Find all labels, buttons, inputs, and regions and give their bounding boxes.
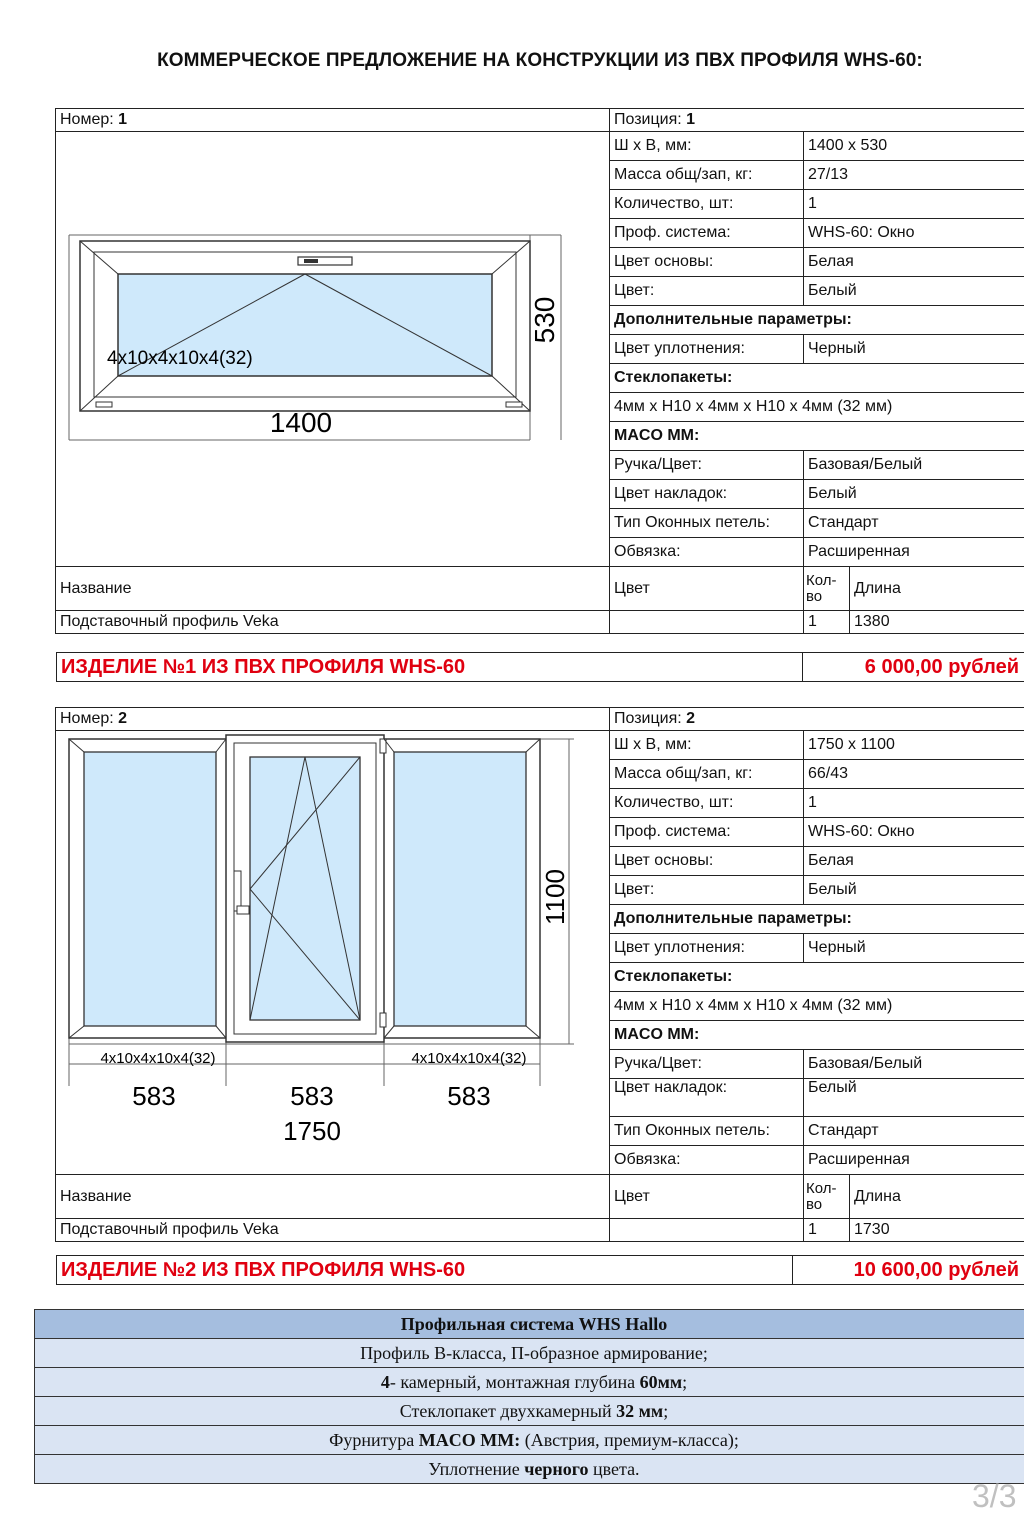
col-color-header: Цвет xyxy=(610,567,804,611)
product-1-price-bar xyxy=(56,652,1024,682)
mass-value: 66/43 xyxy=(804,760,1024,789)
maco-heading: MACO MM: xyxy=(610,1021,1024,1050)
price-value: 10 600,00 рублей xyxy=(853,1259,1019,1281)
window-drawing-cell xyxy=(56,731,610,1175)
summary-row: Фурнитура MACO MM: (Австрия, премиум-класса); xyxy=(35,1426,1024,1455)
dims-value: 1750 x 1100 xyxy=(804,731,1024,760)
window-1-drawing xyxy=(56,132,610,562)
product-2-spec-table: Номер: 2 Позиция: 2 4x10x4x10x4(32) 4x10x4x10x4(32) 583 583 583 1750 1100 Ш х В, мм: 1750 x 1100 Масса общ/зап, кг: 66/43 Количество, шт: 1 Проф. система: WHS-60: Окно Цвет основы: Белая Цвет: Белый Дополнительные параметры: Цвет уплотнения: Черный Стеклопакеты: 4мм х Н10 х 4мм х Н10 х 4мм (32 мм) MACO MM: Ручка/Цвет: Базовая/Белый Цвет накладок: Белый Тип Оконных петель: Стандарт Обвязка: Расширенная Название Цвет Кол-во Длина Подставочный профиль Veka 1 1730 xyxy=(55,707,1024,1242)
qty-value: 1 xyxy=(804,789,1024,818)
handle-icon xyxy=(298,257,352,265)
product-position: Позиция: 2 xyxy=(610,708,1024,731)
price-label: ИЗДЕЛИЕ №1 ИЗ ПВХ ПРОФИЛЯ WHS-60 xyxy=(57,653,803,681)
extra-params-heading: Дополнительные параметры: xyxy=(610,306,1024,335)
col-qty-header: Кол-во xyxy=(804,1175,850,1219)
base-color-value: Белая xyxy=(804,847,1024,876)
right-glass-pane xyxy=(394,752,526,1026)
accessory-qty: 1 xyxy=(804,611,850,634)
col-qty-header: Кол-во xyxy=(804,567,850,611)
height-dimension: 530 xyxy=(529,296,560,344)
accessory-color xyxy=(610,1219,804,1242)
mass-value: 27/13 xyxy=(804,161,1024,190)
product-2-price-bar xyxy=(56,1255,1024,1285)
base-color-value: Белая xyxy=(804,248,1024,277)
glass-units-heading: Стеклопакеты: xyxy=(610,963,1024,992)
page-title: КОММЕРЧЕСКОЕ ПРЕДЛОЖЕНИЕ НА КОНСТРУКЦИИ ИЗ ПВХ ПРОФИЛЯ WHS-60: xyxy=(157,50,923,71)
glass-units-heading: Стеклопакеты: xyxy=(610,364,1024,393)
hinges-value: Стандарт xyxy=(804,509,1024,538)
sash-width-2: 583 xyxy=(290,1081,334,1111)
sash-width-3: 583 xyxy=(447,1081,491,1111)
height-dimension: 1100 xyxy=(540,869,570,925)
accessory-color xyxy=(610,611,804,634)
summary-row: Профиль В-класса, П-образное армирование; xyxy=(35,1339,1024,1368)
window-drawing-cell xyxy=(56,132,610,567)
profile-system-summary xyxy=(34,1309,1024,1484)
width-dimension: 1400 xyxy=(269,407,333,438)
binding-value: Расширенная xyxy=(804,538,1024,567)
col-length-header: Длина xyxy=(850,1175,1024,1219)
binding-value: Расширенная xyxy=(804,1146,1024,1175)
col-name-header: Название xyxy=(56,1175,610,1219)
window-2-drawing xyxy=(56,731,610,1171)
glass-units-value: 4мм х Н10 х 4мм х Н10 х 4мм (32 мм) xyxy=(610,393,1024,422)
accessory-length: 1380 xyxy=(850,611,1024,634)
left-glass-pane xyxy=(84,752,216,1026)
accessory-length: 1730 xyxy=(850,1219,1024,1242)
col-length-header: Длина xyxy=(850,567,1024,611)
glass-units-value: 4мм х Н10 х 4мм х Н10 х 4мм (32 мм) xyxy=(610,992,1024,1021)
price-value: 6 000,00 рублей xyxy=(864,656,1019,678)
right-glass-label: 4x10x4x10x4(32) xyxy=(411,1050,527,1067)
profile-value: WHS-60: Окно xyxy=(804,219,1024,248)
summary-row: Стеклопакет двухкамерный 32 мм; xyxy=(35,1397,1024,1426)
seal-color-value: Черный xyxy=(804,335,1024,364)
summary-header: Профильная система WHS Hallo xyxy=(35,1310,1024,1339)
col-name-header: Название xyxy=(56,567,610,611)
dims-value: 1400 x 530 xyxy=(804,132,1024,161)
glass-label: 4x10x4x10x4(32) xyxy=(107,348,253,369)
summary-row: 4- камерный, монтажная глубина 60мм; xyxy=(35,1368,1024,1397)
color-value: Белый xyxy=(804,876,1024,905)
handle-value: Базовая/Белый xyxy=(804,451,1024,480)
seal-color-value: Черный xyxy=(804,934,1024,963)
product-1-spec-table: Номер: 1 Позиция: 1 4x10x4x10x4(32) 1400 530 Ш х В, мм: 1400 x 530 Масса общ/зап, кг: 27/13 Количество, шт: 1 Проф. система: WHS-60: Окно Цвет основы: Белая Цвет: Белый Дополнительные параметры: Цвет уплотнения: Черный Стеклопакеты: 4мм х Н10 х 4мм х Н10 х 4мм (32 мм) MACO MM: Ручка/Цвет: Базовая/Белый Цвет накладок: Белый Тип Оконных петель: Стандарт Обвязка: Расширенная Название Цвет Кол-во Длина Подставочный профиль Veka 1 1380 xyxy=(55,108,1024,634)
price-label: ИЗДЕЛИЕ №2 ИЗ ПВХ ПРОФИЛЯ WHS-60 xyxy=(57,1256,793,1284)
product-number: Номер: 2 xyxy=(56,708,610,731)
overlay-color-value: Белый xyxy=(804,480,1024,509)
accessory-name: Подставочный профиль Veka xyxy=(56,611,610,634)
maco-heading: MACO MM: xyxy=(610,422,1024,451)
sash-width-1: 583 xyxy=(132,1081,176,1111)
extra-params-heading: Дополнительные параметры: xyxy=(610,905,1024,934)
accessory-qty: 1 xyxy=(804,1219,850,1242)
summary-row: Уплотнение черного цвета. xyxy=(35,1455,1024,1484)
total-width-dimension: 1750 xyxy=(283,1116,341,1146)
product-number: Номер: 1 xyxy=(56,109,610,132)
product-position: Позиция: 1 xyxy=(610,109,1024,132)
color-value: Белый xyxy=(804,277,1024,306)
page-number: 3/3 xyxy=(972,1478,1017,1514)
hinges-value: Стандарт xyxy=(804,1117,1024,1146)
qty-value: 1 xyxy=(804,190,1024,219)
col-color-header: Цвет xyxy=(610,1175,804,1219)
accessory-name: Подставочный профиль Veka xyxy=(56,1219,610,1242)
profile-value: WHS-60: Окно xyxy=(804,818,1024,847)
overlay-color-value: Белый xyxy=(804,1079,1024,1117)
left-glass-label: 4x10x4x10x4(32) xyxy=(100,1050,216,1067)
handle-value: Базовая/Белый xyxy=(804,1050,1024,1079)
